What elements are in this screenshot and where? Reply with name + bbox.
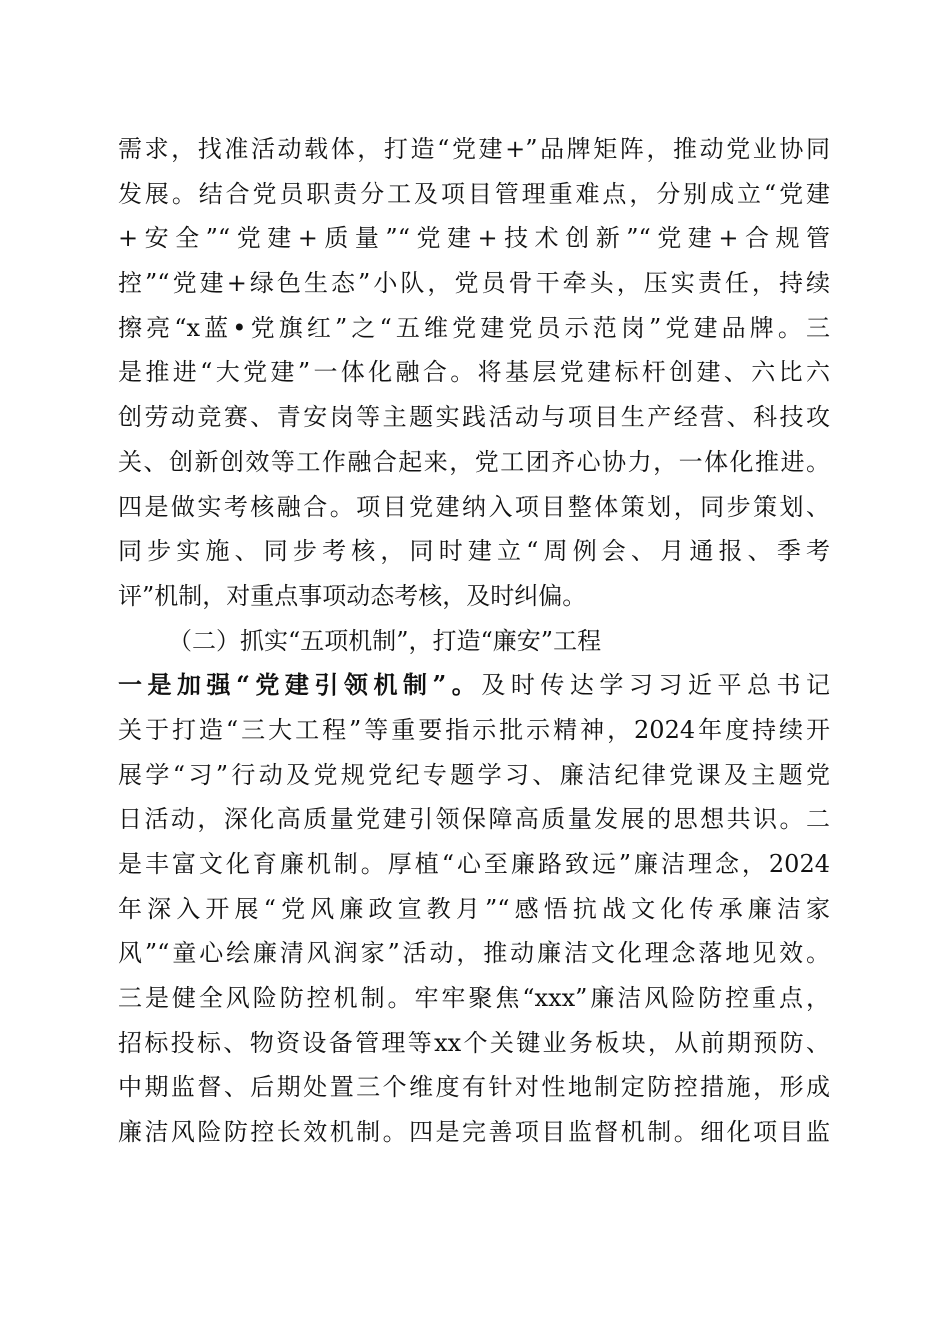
lead-phrase: 一是加强“党建引领机制”。 bbox=[118, 670, 482, 700]
paragraph-line: 三是健全风险防控机制。牢牢聚焦“xxx”廉洁风险防控重点， bbox=[118, 984, 830, 1013]
section-heading: （二）抓实“五项机制”，打造“廉安”工程 bbox=[168, 626, 602, 655]
lead-rest: 及时传达学习习近平总书记 bbox=[481, 671, 831, 700]
paragraph-line bbox=[118, 663, 830, 708]
paragraph-line: 年深入开展“党风廉政宣教月”“感悟抗战文化传承廉洁家 bbox=[118, 894, 830, 923]
paragraph-line: 发展。结合党员职责分工及项目管理重难点，分别成立“党建 bbox=[118, 179, 830, 208]
paragraph-line: 廉洁风险防控长效机制。四是完善项目监督机制。细化项目监 bbox=[118, 1118, 830, 1147]
paragraph-line: 展学“习”行动及党规党纪专题学习、廉洁纪律党课及主题党 bbox=[118, 760, 830, 789]
paragraph-line: 评”机制，对重点事项动态考核，及时纠偏。 bbox=[118, 581, 587, 610]
paragraph-line: 同步实施、同步考核，同时建立“周例会、月通报、季考 bbox=[118, 537, 830, 566]
paragraph-line: 需求，找准活动载体，打造“党建+”品牌矩阵，推动党业协同 bbox=[118, 135, 830, 163]
paragraph-line: 关、创新创效等工作融合起来，党工团齐心协力，一体化推进。 bbox=[118, 447, 830, 476]
paragraph-line: 擦亮“x蓝•党旗红”之“五维党建党员示范岗”党建品牌。三 bbox=[118, 313, 830, 342]
document-body bbox=[118, 127, 830, 1155]
paragraph-line: 创劳动竞赛、青安岗等主题实践活动与项目生产经营、科技攻 bbox=[118, 403, 830, 432]
paragraph-line: 控”“党建+绿色生态”小队，党员骨干牵头，压实责任，持续 bbox=[118, 269, 830, 298]
paragraph-line: 中期监督、后期处置三个维度有针对性地制定防控措施，形成 bbox=[118, 1073, 830, 1102]
paragraph-line: 是丰富文化育廉机制。厚植“心至廉路致远”廉洁理念，2024 bbox=[118, 850, 830, 878]
paragraph-line: 招标投标、物资设备管理等xx个关键业务板块，从前期预防、 bbox=[118, 1028, 830, 1057]
paragraph-line: 四是做实考核融合。项目党建纳入项目整体策划，同步策划、 bbox=[118, 492, 830, 521]
paragraph-line: 日活动，深化高质量党建引领保障高质量发展的思想共识。二 bbox=[118, 805, 830, 834]
paragraph-line: 关于打造“三大工程”等重要指示批示精神，2024年度持续开 bbox=[118, 715, 830, 744]
paragraph-line: 是推进“大党建”一体化融合。将基层党建标杆创建、六比六 bbox=[118, 358, 830, 387]
paragraph-line: +安全”“党建+质量”“党建+技术创新”“党建+合规管 bbox=[118, 224, 830, 253]
paragraph-line: 风”“童心绘廉清风润家”活动，推动廉洁文化理念落地见效。 bbox=[118, 939, 830, 968]
